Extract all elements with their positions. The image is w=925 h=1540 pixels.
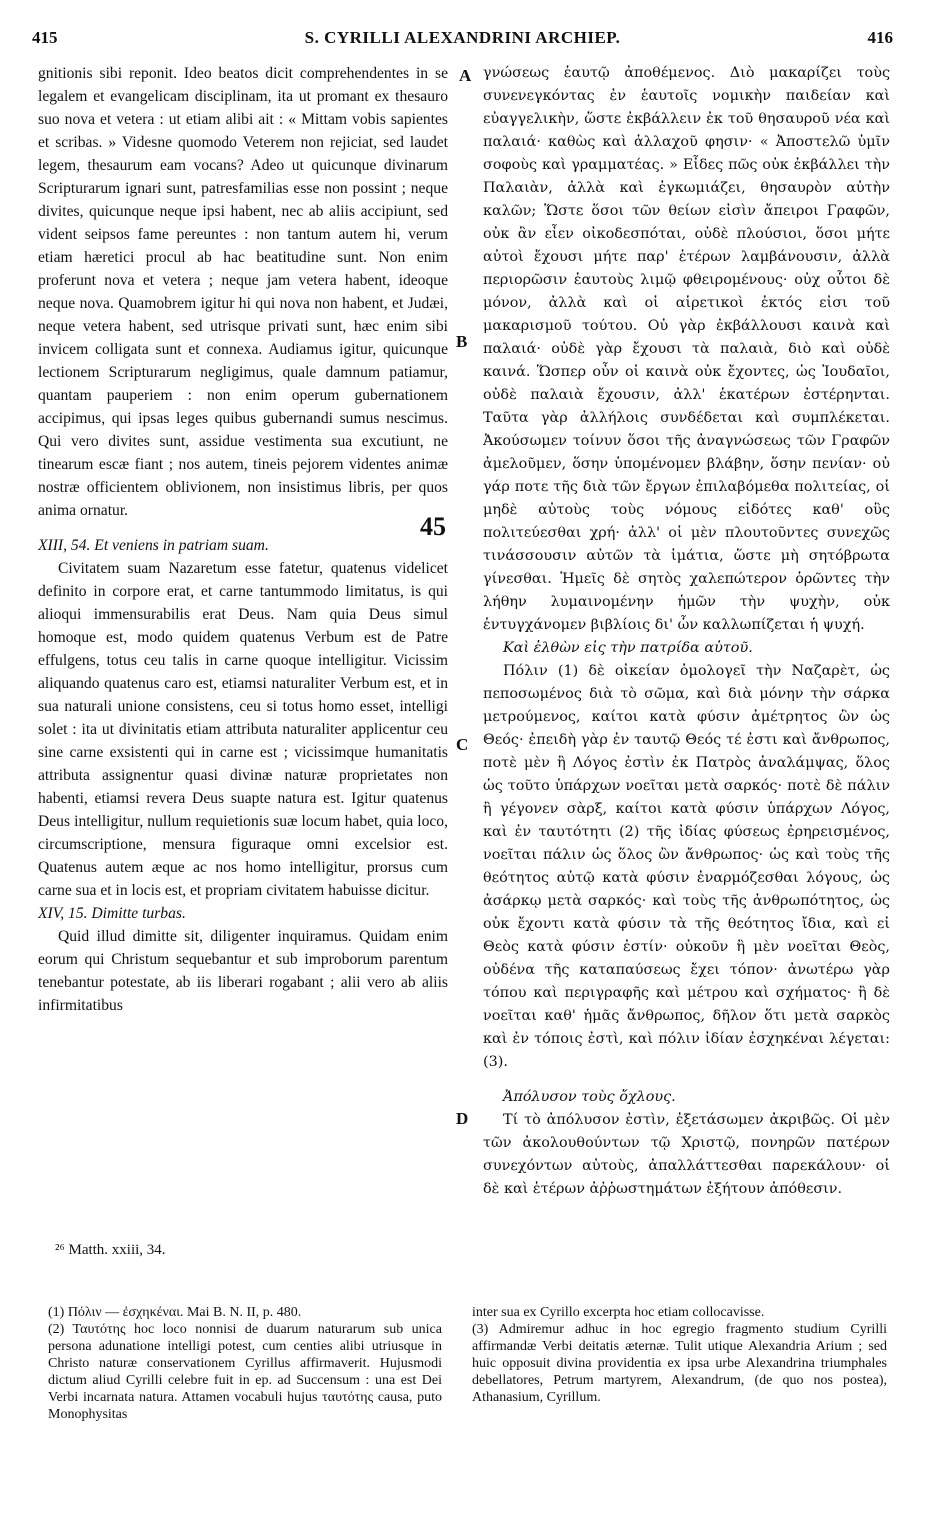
footnote-2-continued: inter sua ex Cyrillo excerpta hoc etiam collocavisse.	[472, 1305, 765, 1320]
margin-marker-c: C	[456, 735, 469, 754]
running-title: S. CYRILLI ALEXANDRINI ARCHIEP.	[304, 28, 621, 47]
margin-marker-a: A	[459, 66, 472, 85]
greek-paragraph-3: Τί τὸ ἀπόλυσον ἐστὶν, ἐξετάσωμεν ἀκριβῶς. Οἱ μὲν τῶν ἀκολουθούντων τῷ Χριστῷ, πονηρῶν πατέρων συνεχόντων αὐτοὺς, ἀπαλλάττεσθαι παρεκάλουν· οἱ δὲ καὶ ἑτέρων ἀῤῥωστημάτων ἐξήτουν ἀπόθεσιν.	[483, 1112, 890, 1197]
greek-heading-2: Ἀπόλυσον τοὺς ὄχλους.	[503, 1089, 676, 1105]
latin-paragraph-3: Quid illud dimitte sit, diligenter inquiramus. Quidam enim eorum qui Christum sequebantur et sub improborum parentum tenebantur potestate, ab iis liberari rogabant ; alii vero ab aliis infirmitatibus	[38, 928, 448, 1014]
scripture-reference: ²⁶ Matth. xxiii, 34.	[55, 1242, 166, 1258]
column-number-45: 45	[420, 512, 446, 541]
footnotes-left	[48, 1304, 442, 1423]
greek-heading-1: Καὶ ἐλθὼν εἰς τὴν πατρίδα αὐτοῦ.	[503, 640, 753, 656]
page-number-left: 415	[32, 28, 58, 47]
margin-marker-d: D	[456, 1109, 469, 1128]
footnote-3: (3) Admiremur adhuc in hoc egregio fragmento studium Cyrilli affirmandæ Verbi deitatis æternæ. Tulit utique Alexandria Arium ; sed huic opposuit divina providentia ex ipsa urbe Alexandrina triumphales debellatores, Petrum martyrem, Alexandrum, (de quo nos postea), Athanasium, Cyrillum.	[472, 1322, 887, 1405]
margin-marker-b: B	[456, 332, 468, 351]
greek-column	[483, 62, 890, 1201]
footnote-2: (2) Ταυτότης hoc loco nonnisi de duarum naturarum sub unica persona adunatione intelligi potest, cum centies alibi utriusque in Christo naturæ conservationem Cyrillus affirmaverit. Hujusmodi dictum aliud Cyrilli celebre fuit in ep. ad Succensum : una est Dei Verbi incarnata natura. Attamen vocabuli hujus ταυτότης causa, puto Monophysitas	[48, 1322, 442, 1422]
page-number-right: 416	[867, 28, 893, 47]
greek-paragraph-2: Πόλιν (1) δὲ οἰκείαν ὁμολογεῖ τὴν Ναζαρὲτ, ὡς πεποσωμένος διὰ τὸ σῶμα, καὶ διὰ μόνην τὴν σάρκα μετρούμενος, καίτοι κατὰ φύσιν ἀμέτρητος ὢν ὡς Θεός· ἐπειδὴ γὰρ ἐν ταυτῷ Θεός τέ ἐστι καὶ ἄνθρωπος, ποτὲ μὲν ἢ Λόγος ἐστὶν ἐκ Πατρὸς ἀναλάμψας, ὅλος ὡς τοῦτο ὑπάρχων νοεῖται μετὰ σαρκός· ποτὲ δὲ πάλιν ἢ γέγονεν σὰρξ, καίτοι κατὰ φύσιν ὑπάρχων Λόγος, καὶ ἐν ταυτότητι (2) τῆς ἰδίας φύσεως ἐρηρεισμένος, νοεῖται πάλιν ὡς ὅλος ὢν ἄνθρωπος· ὡς καὶ τοὺς τῆς θεότητος αὐτῷ κατὰ φύσιν ἐναρμόζεσθαι λόγους, ὡς ἀσάρκῳ μετὰ σαρκός· καὶ τοὺς τῆς ἀνθρωπότητος, ὡς οὐκ ἔχοντι κατὰ φύσιν τὰ τῆς θεότητος ἴδια, καὶ εἰ Θεὸς κατὰ φύσιν ἐστίν· οὐκοῦν ἢ μὲν νοεῖται Θεὸς, οὐδένα τῆς καταπαύσεως ἔχει τόπον· ἀνωτέρω γὰρ τόπου καὶ περιγραφῆς καὶ μέτρου καὶ σχήματος· ἢ δὲ νοεῖται καθ' ἡμᾶς ἄνθρωπος, δῆλον ὅτι μετὰ σαρκὸς καὶ ἐν τόποις ἐστὶ, καὶ πόλιν ἰδίαν ἐσχηκέναι λέγεται: (3).	[483, 663, 890, 1070]
footnotes-right	[472, 1304, 887, 1406]
page-header	[0, 28, 925, 52]
latin-column	[38, 62, 448, 1017]
latin-heading-xiii: XIII, 54. Et veniens in patriam suam.	[38, 537, 269, 554]
footnote-1: (1) Πόλιν — ἐσχηκέναι. Mai B. N. II, p. 480.	[48, 1305, 302, 1320]
latin-paragraph-1: gnitionis sibi reponit. Ideo beatos dicit comprehendentes in se legalem et evangelicam disciplinam, ita ut promant ex thesauro suo nova et vetera : ut etiam alibi ait : « Mittam vobis sapientes et scribas. » Videsne quomodo Veterem non rejiciat, sed laudet legem, thesaurum eam vocans? Adeo ut quicunque divinarum Scripturarum ignari sunt, patresfamilias esse non possint ; neque divites, quicunque neque ipsi habent, nec ab aliis accipiunt, sed vident seipsos fame pereuntes : non tantum autem hi, verum etiam hæretici procul ab hac beatitudine sunt. Non enim proferunt nova et vetera ; neque jam vetera habent, ideoque neque nova. Quamobrem igitur hi qui nova non habent, et Judæi, neque vetera habent, sed utrisque privati sunt, hæc enim sibi invicem colligata sunt et connexa. Audiamus igitur, quicunque lectionem Scripturarum negligimus, quale damnum patiamur, quantam pauperiem : non enim operum gubernationem accipimus, qui ipsas leges quibus gubernandi sumus nescimus. Qui vero divites sunt, assidue vestimenta sua excutiunt, ne tinearum escæ fiant ; nos autem, tineis pejorem videntes animæ nostræ officientem oblivionem, non insistimus libris, per quos anima ornatur.	[38, 65, 448, 519]
latin-heading-xiv: XIV, 15. Dimitte turbas.	[38, 905, 186, 922]
greek-paragraph-1: γνώσεως ἑαυτῷ ἀποθέμενος. Διὸ μακαρίζει τοὺς συνενεγκόντας ἐν ἑαυτοῖς νομικὴν παιδείαν καὶ εὐαγγελικὴν, ὥστε ἐκβάλλειν ἐκ τοῦ θησαυροῦ νέα καὶ παλαιά· καθὼς καὶ ἀλλαχοῦ φησιν· « Ἀποστελῶ ὑμῖν σοφοὺς καὶ γραμματέας. » Εἶδες πῶς οὐκ ἐκβάλλει τὴν Παλαιὰν, ἀλλὰ καὶ ἐγκωμιάζει, θησαυρὸν αὐτὴν καλῶν; Ὥστε ὅσοι τῶν θείων εἰσὶν ἄπειροι Γραφῶν, οὐκ ἂν εἶεν οἰκοδεσπόται, οὐδὲ πλούσιοι, ὅσοι μήτε αὐτοὶ ἔχουσι μήτε παρ' ἑτέρων λαμβάνουσιν, ἀλλὰ περιορῶσιν ἑαυτοὺς λιμῷ φθειρομένους· οὐχ οὗτοι δὲ μόνον, ἀλλὰ καὶ οἱ αἱρετικοὶ ἐκτός εἰσι τοῦ μακαρισμοῦ τούτου. Οὐ γὰρ ἐκβάλλουσι καινὰ καὶ παλαιά· οὐδὲ γὰρ ἔχουσι τὰ παλαιὰ, διὸ καὶ οὐδὲ καινά. Ὥσπερ οὖν οἱ καινὰ οὐκ ἔχοντες, ὡς Ἰουδαῖοι, οὐδὲ παλαιὰ ἔχουσιν, ἀλλ' ἑκατέρων ἐστέρηνται. Ταῦτα γὰρ ἀλλήλοις συνδέδεται καὶ συμπλέκεται. Ἀκούσωμεν τοίνυν ὅσοι τῆς ἀναγνώσεως τῶν Γραφῶν ἀμελοῦμεν, ὅσην ὑπομένομεν βλάβην, ὅσην πενίαν· οὐ γάρ ποτε τῆς διὰ τῶν ἔργων ἐπιλαβόμεθα πολιτείας, οἱ μηδὲ αὐτοὺς τοὺς νόμους εἰδότες καθ' οὓς πολιτεύεσθαι χρή· ἀλλ' οἱ μὲν πλουτοῦντες συνεχῶς τινάσσουσιν αὐτῶν τὰ ἱμάτια, ὥστε μὴ σητόβρωτα γίνεσθαι. Ἡμεῖς δὲ σητὸς χαλεπώτερον ὁρῶντες τὴν λήθην λυμαινομένην ἡμῶν τὴν ψυχὴν, οὐκ ἐντυγχάνομεν βιβλίοις δι' ὧν καλλωπίζεται ἡ ψυχή.	[483, 65, 890, 633]
latin-paragraph-2: Civitatem suam Nazaretum esse fatetur, quatenus videlicet definito in corpore erat, et carne tantummodo limitatus, is qui alioqui immensurabilis erat Deus. Nam quia Deus simul homoque est, modo quidem quatenus Verbum est de Patre effulgens, totus ceu talis in carne quoque intelligitur. Vicissim aliquando quatenus caro est, etiamsi naturaliter Verbum est, et in sua naturali unione consistens, ceu si totus homo esset, intelligi solet : ita ut divinitatis etiam attributa naturaliter applicentur ceu sine carne exsistenti qui in carne est ; vicissimque humanitatis attributa assignentur quasi divinæ naturæ proprietates non habenti, etiamsi revera Deus suapte natura est. Igitur quatenus Deus intelligitur, nullum requietionis suæ locum habet, quia loco, circumscriptione, mensura figuraque omni excelsior est. Quatenus autem æque ac nos homo intelligitur, prorsus cum carne sua et in locis est, et propriam civitatem habuisse dicitur.	[38, 560, 448, 899]
